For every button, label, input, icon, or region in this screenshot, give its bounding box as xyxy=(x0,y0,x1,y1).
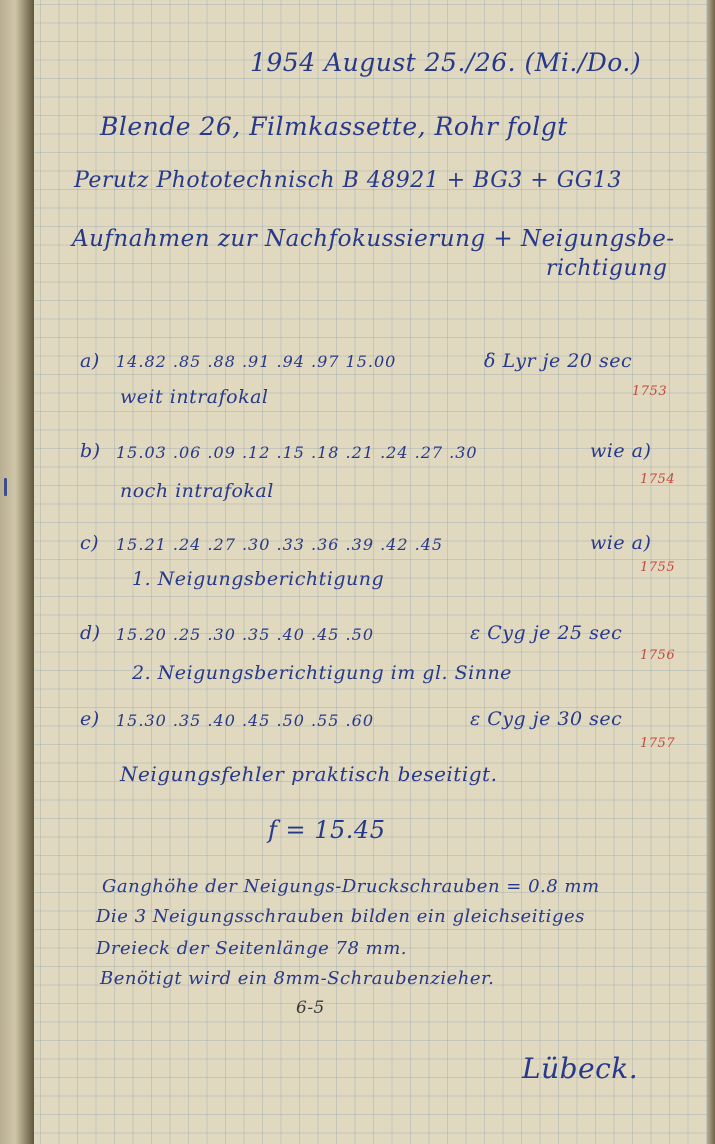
conclusion-line: Neigungsfehler praktisch beseitigt. xyxy=(120,762,498,786)
entry-b-star: wie a) xyxy=(590,440,652,462)
entry-d-values: 15.20 .25 .30 .35 .40 .45 .50 xyxy=(116,625,374,644)
ink-mark xyxy=(4,478,7,496)
entry-c-star: wie a) xyxy=(590,532,652,554)
entry-d-plate: 1756 xyxy=(640,648,676,663)
entry-e-values: 15.30 .35 .40 .45 .50 .55 .60 xyxy=(116,711,374,730)
entry-a-plate: 1753 xyxy=(632,384,668,399)
entry-c-label: c) xyxy=(80,532,100,554)
page-edge xyxy=(707,0,715,1144)
focus-result: f = 15.45 xyxy=(268,816,386,844)
entry-b-note: noch intrafokal xyxy=(120,480,274,502)
remark-line-3: Dreieck der Seitenlänge 78 mm. xyxy=(96,938,407,959)
entry-a-label: a) xyxy=(80,350,100,372)
entry-e-plate: 1757 xyxy=(640,736,676,751)
entry-c-values: 15.21 .24 .27 .30 .33 .36 .39 .42 .45 xyxy=(116,535,444,554)
entry-d-label: d) xyxy=(80,622,101,644)
remark-line-4: Benötigt wird ein 8mm-Schraubenzieher. xyxy=(100,968,495,989)
signature: Lübeck. xyxy=(522,1052,639,1085)
entry-a-note: weit intrafokal xyxy=(120,386,269,408)
entry-e-star: ε Cyg je 30 sec xyxy=(470,708,623,730)
plate-line: Perutz Phototechnisch B 48921 + BG3 + GG13 xyxy=(74,168,622,193)
entry-a-star: δ Lyr je 20 sec xyxy=(484,350,633,372)
notebook-spine xyxy=(0,0,34,1144)
entry-d-star: ε Cyg je 25 sec xyxy=(470,622,623,644)
date-line: 1954 August 25./26. (Mi./Do.) xyxy=(250,48,642,77)
entry-d-note: 2. Neigungsberichtigung im gl. Sinne xyxy=(132,662,512,684)
entry-b-label: b) xyxy=(80,440,101,462)
purpose-line-2: richtigung xyxy=(546,256,668,281)
setup-line: Blende 26, Filmkassette, Rohr folgt xyxy=(100,112,568,141)
entry-e-label: e) xyxy=(80,708,100,730)
pencil-note: 6-5 xyxy=(296,998,325,1018)
entry-c-plate: 1755 xyxy=(640,560,676,575)
entry-a-values: 14.82 .85 .88 .91 .94 .97 15.00 xyxy=(116,352,397,371)
entry-b-values: 15.03 .06 .09 .12 .15 .18 .21 .24 .27 .30 xyxy=(116,443,478,462)
purpose-line-1: Aufnahmen zur Nachfokussierung + Neigungsbe- xyxy=(72,226,675,252)
entry-b-plate: 1754 xyxy=(640,472,676,487)
entry-c-note: 1. Neigungsberichtigung xyxy=(132,568,385,590)
remark-line-1: Ganghöhe der Neigungs-Druckschrauben = 0.8 mm xyxy=(102,876,600,897)
remark-line-2: Die 3 Neigungsschrauben bilden ein gleichseitiges xyxy=(96,906,585,927)
